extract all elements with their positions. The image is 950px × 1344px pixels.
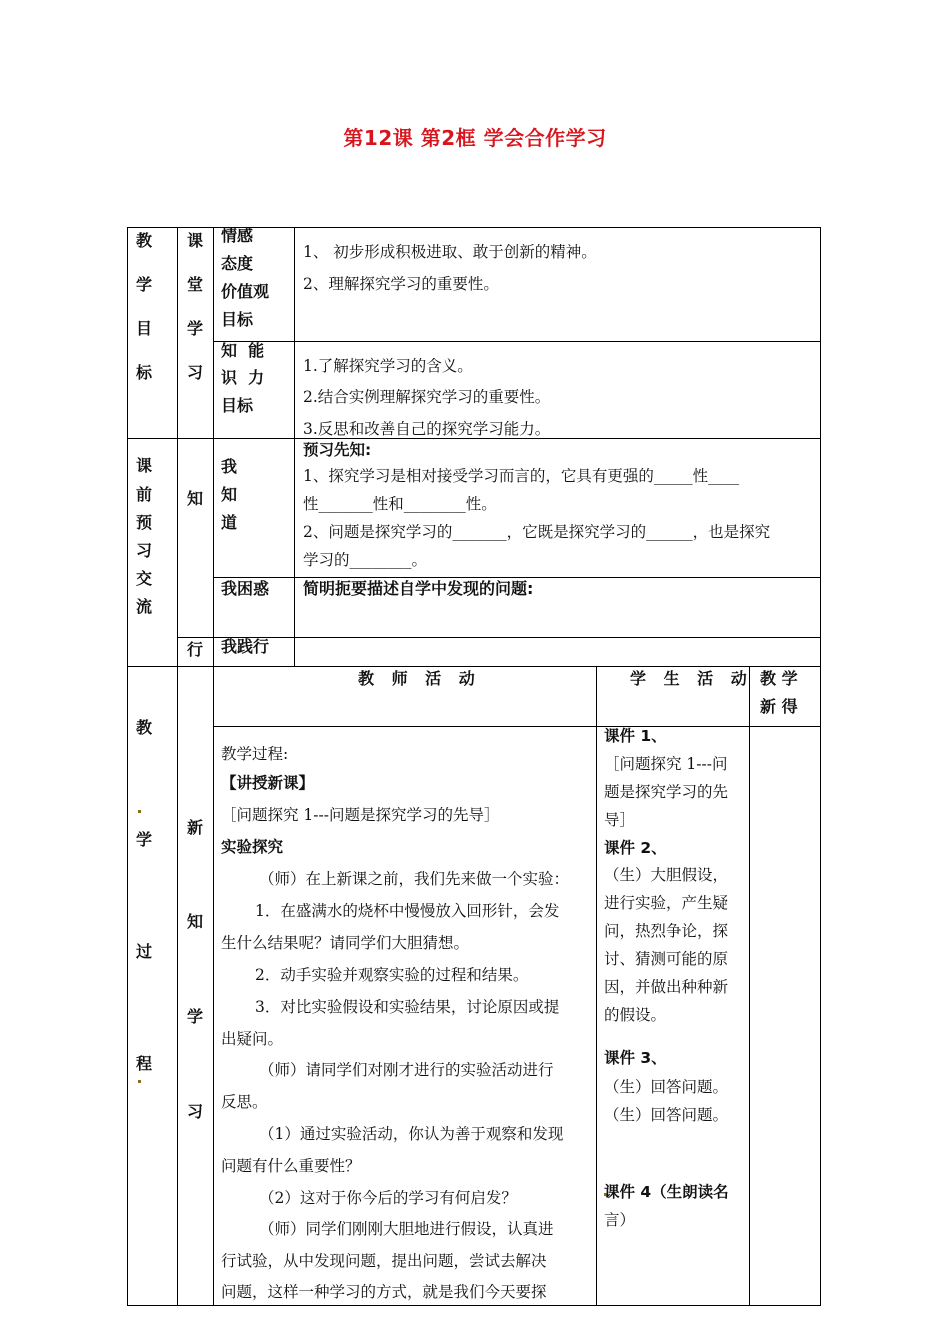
preview-xing: 行	[186, 640, 203, 659]
teacher-activity-header: 教 师 活 动	[358, 669, 481, 688]
objectives-char: 学	[135, 275, 152, 294]
objectives-char: 教	[135, 231, 152, 250]
preview-zhi: 知	[186, 489, 203, 508]
question-line: 性_______性和________性。	[303, 495, 497, 513]
preview-heading: 预习先知:	[303, 441, 372, 459]
goal-item: 2、理解探究学习的重要性。	[303, 275, 499, 293]
confused-prompt: 简明扼要描述自学中发现的问题:	[303, 579, 534, 598]
question-line: 2、问题是探究学习的_______，它既是探究学习的______，也是探究	[303, 523, 771, 541]
question-line: 1、探究学习是相对接受学习而言的，它具有更强的_____性____	[303, 467, 740, 485]
objectives-char: 目	[135, 319, 152, 338]
mark-dot	[138, 810, 141, 813]
student-activity-header: 学 生 活 动	[630, 669, 753, 688]
objectives-char: 堂	[186, 275, 203, 294]
goal-item: 1、 初步形成积极进取、敢于创新的精神。	[303, 243, 597, 261]
practice-label: 我践行	[221, 637, 270, 656]
goal-item: 2.结合实例理解探究学习的重要性。	[303, 388, 551, 406]
question-line: 学习的________。	[303, 551, 428, 569]
page-title: 第12课 第2框 学会合作学习	[343, 126, 607, 150]
objectives-char: 课	[186, 231, 203, 250]
objectives-char: 标	[135, 363, 152, 382]
goal-item: 3.反思和改善自己的探究学习能力。	[303, 420, 551, 438]
objectives-char: 习	[186, 363, 203, 382]
confused-label: 我困惑	[221, 579, 270, 598]
mark-dot	[138, 1080, 141, 1083]
goal-item: 1.了解探究学习的含义。	[303, 357, 473, 375]
objectives-char: 学	[186, 319, 203, 338]
